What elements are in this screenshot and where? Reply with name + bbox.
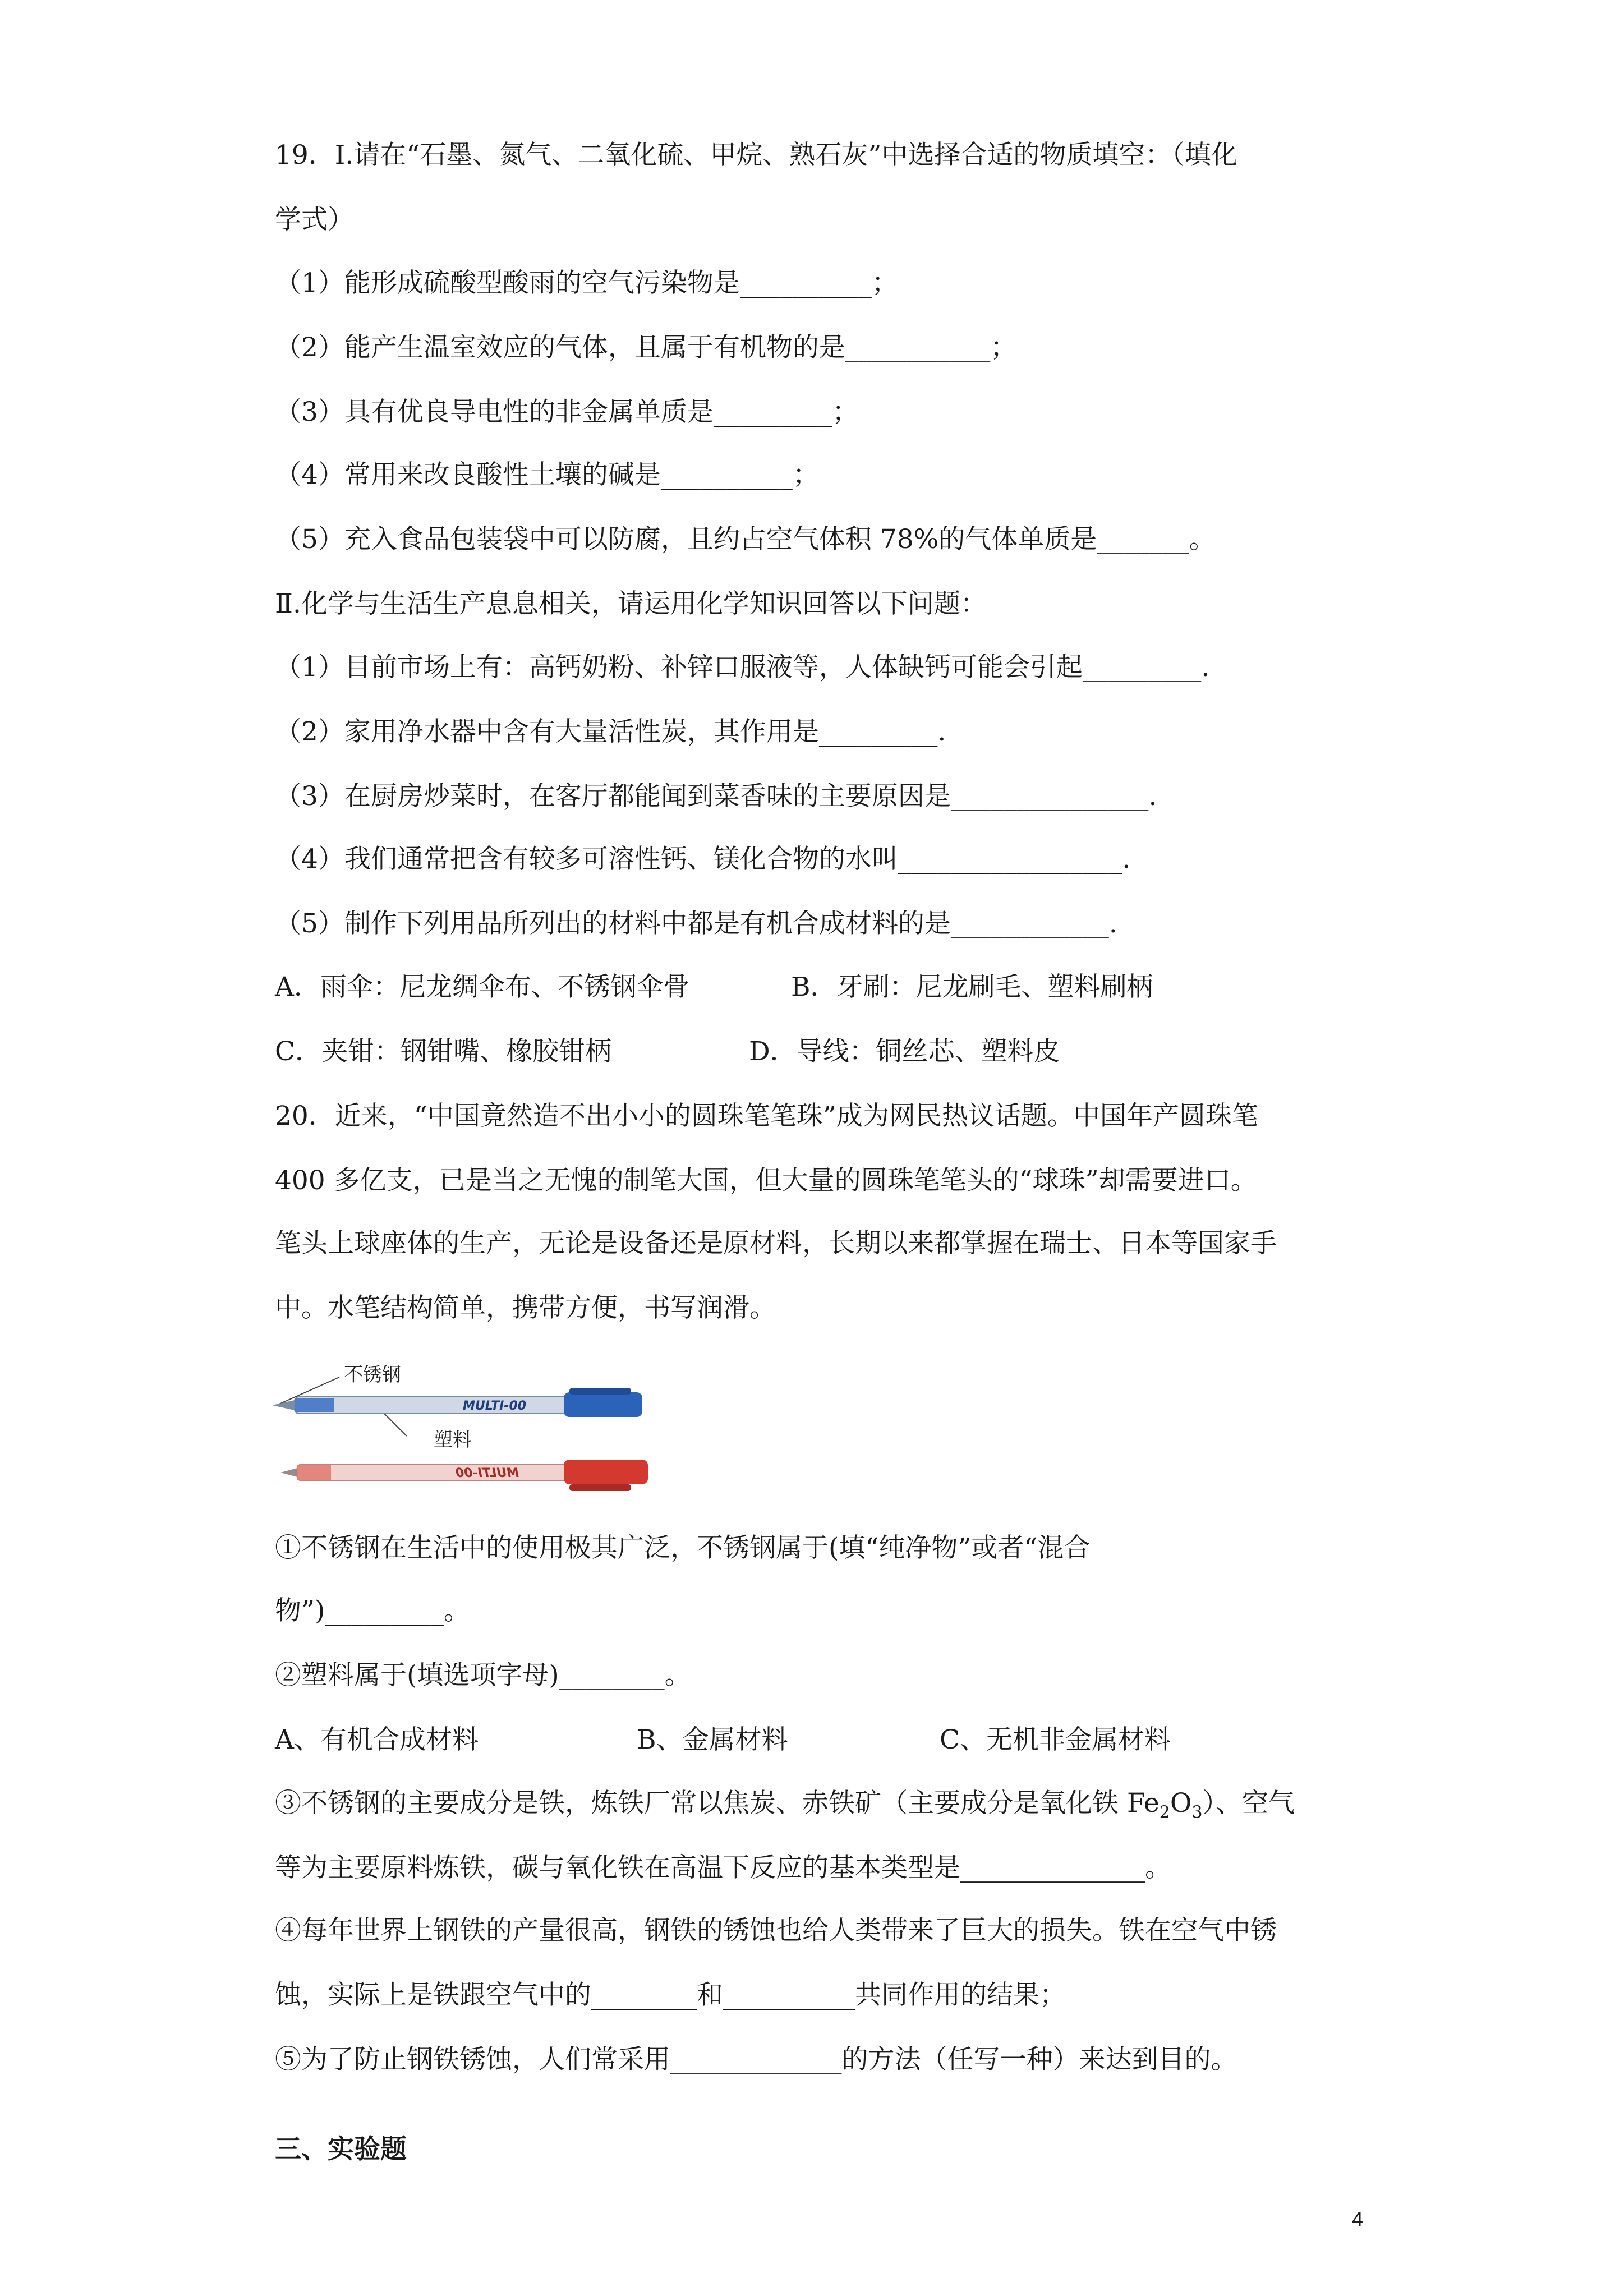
q20-para-line2: 400 多亿支，已是当之无愧的制笔大国，但大量的圆珠笔笔头的“球珠”却需要进口。 [275,1165,1257,1196]
q20-sub1-line2: 物”)_________。 [275,1595,470,1626]
leader-line-plastic [384,1414,407,1436]
q20-sub3-text-pre: ③不锈钢的主要成分是铁，炼铁厂常以焦炭、赤铁矿（主要成分是氧化铁 Fe [275,1788,1160,1819]
blue-pen-brand: MULTI-00 [463,1399,527,1413]
blue-pen-clip [569,1388,631,1395]
q19-i-item-4: （4）常用来改良酸性土壤的碱是__________； [275,459,819,490]
q20-sub1-line1: ①不锈钢在生活中的使用极其广泛，不锈钢属于(填“纯净物”或者“混合 [275,1533,1091,1563]
section-3-title: 三、实验题 [275,2134,407,2165]
q20-sub3-text-o: O [1170,1788,1192,1819]
red-pen-brand: MULTI-00 [455,1466,519,1480]
q20-sub3-line2: 等为主要原料炼铁，碳与氧化铁在高温下反应的基本类型是______________。 [275,1852,1171,1883]
q20-para-line4: 中。水笔结构简单，携带方便，书写润滑。 [275,1292,776,1323]
q20-sub3-text-post: ）、空气 [1202,1788,1295,1819]
q19-option-b: B．牙刷：尼龙刷毛、塑料刷柄 [791,972,1153,1002]
red-pen-cap [564,1460,648,1484]
q20-sub2-option-b: B、金属材料 [637,1724,788,1755]
q19-i-item-3: （3）具有优良导电性的非金属单质是_________； [275,397,859,427]
q19-ii-item-5: （5）制作下列用品所列出的材料中都是有机合成材料的是____________. [275,908,1117,939]
q19-ii-item-1: （1）目前市场上有：高钙奶粉、补锌口服液等，人体缺钙可能会引起_________. [275,652,1210,683]
q20-sub3-line1 [275,1787,1295,1829]
blue-pen-cap [564,1392,642,1417]
red-pen-barrel [297,1464,600,1481]
red-pen-grip [297,1465,331,1480]
blue-pen-barrel [295,1397,603,1414]
q20-para-line1: 20．近来，“中国竟然造不出小小的圆珠笔笔珠”成为网民热议话题。中国年产圆珠笔 [275,1101,1258,1131]
q19-option-c: C．夹钳：钢钳嘴、橡胶钳柄 [275,1036,611,1067]
pen-figure [272,1352,676,1503]
q20-sub2-option-a: A、有机合成材料 [275,1724,479,1755]
q19-i-item-1: （1）能形成硫酸型酸雨的空气污染物是__________； [275,268,898,298]
q20-sub2-option-c: C、无机非金属材料 [940,1724,1171,1755]
q19-ii-intro: Ⅱ.化学与生活生产息息相关，请运用化学知识回答以下问题： [275,588,987,619]
blue-pen [272,1388,642,1417]
q19-option-d: D．导线：铜丝芯、塑料皮 [749,1036,1060,1067]
red-pen-tip [280,1468,297,1477]
q19-i-item-5: （5）充入食品包装袋中可以防腐，且约占空气体积 78%的气体单质是_______。 [275,524,1216,555]
q19-i-item-2: （2）能产生温室效应的气体，且属于有机物的是___________； [275,332,1017,363]
q19-ii-item-4: （4）我们通常把含有较多可溶性钙、镁化合物的水叫_________________. [275,844,1131,875]
q19-intro-line1: 19．Ⅰ.请在“石墨、氮气、二氧化硫、甲烷、熟石灰”中选择合适的物质填空：（填化 [275,140,1237,171]
q20-sub5: ⑤为了防止钢铁锈蚀，人们常采用_____________的方法（任写一种）来达到目的。 [275,2044,1237,2075]
q20-sub4-line1: ④每年世界上钢铁的产量很高，钢铁的锈蚀也给人类带来了巨大的损失。铁在空气中锈 [275,1915,1277,1946]
blue-pen-grip [295,1398,334,1412]
q19-intro-line2: 学式） [275,204,354,235]
q20-sub4-line2: 蚀，实际上是铁跟空气中的________和__________共同作用的结果； [275,1980,1066,2010]
label-plastic: 塑料 [434,1429,472,1451]
q20-para-line3: 笔头上球座体的生产，无论是设备还是原材料，长期以来都掌握在瑞士、日本等国家手 [275,1228,1277,1259]
q20-sub3-subscript-3: 3 [1191,1802,1203,1823]
q19-option-a: A．雨伞：尼龙绸伞布、不锈钢伞骨 [275,972,689,1002]
red-pen-clip [569,1484,631,1491]
red-pen [280,1460,648,1491]
page-number: 4 [1351,2207,1363,2230]
q19-ii-item-2: （2）家用净水器中含有大量活性炭，其作用是_________. [275,716,946,747]
label-steel: 不锈钢 [344,1364,401,1386]
q20-sub2: ②塑料属于(填选项字母)________。 [275,1660,691,1691]
q19-ii-item-3: （3）在厨房炒菜时，在客厅都能闻到菜香味的主要原因是_______________. [275,781,1157,812]
q20-sub3-subscript-2: 2 [1159,1802,1170,1823]
